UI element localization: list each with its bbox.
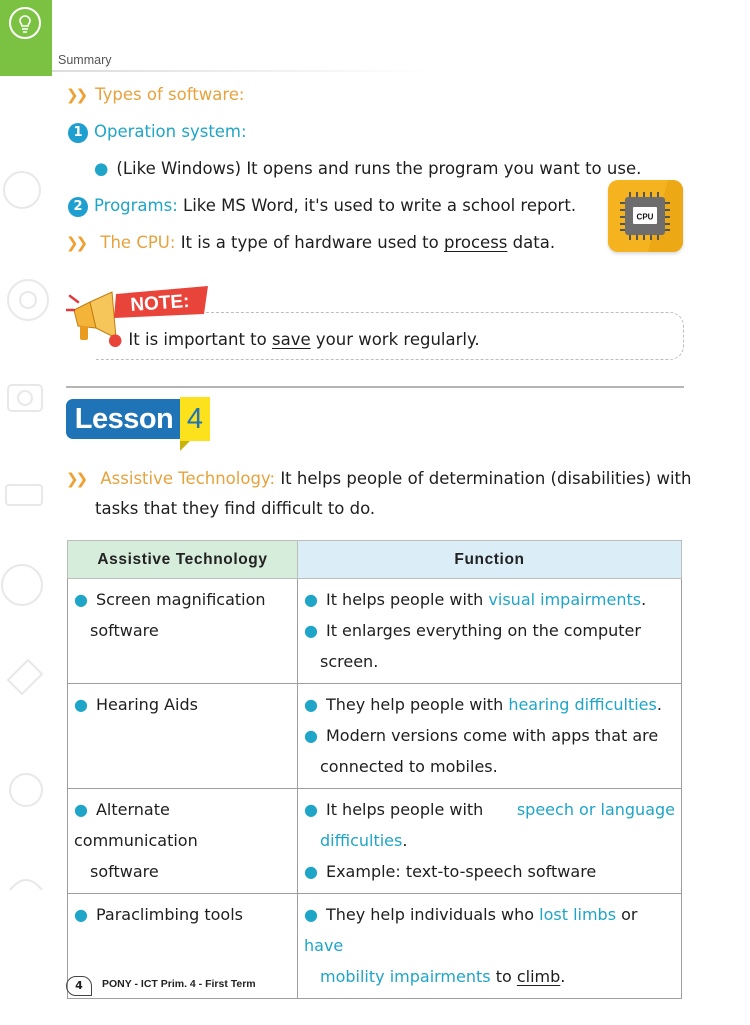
function-text: or xyxy=(621,905,638,924)
section-divider xyxy=(66,386,684,388)
tech-name: software xyxy=(90,862,159,881)
tech-cell xyxy=(68,579,298,684)
item-label: Operation system: xyxy=(94,122,247,141)
tech-name: Screen magnification xyxy=(95,590,266,609)
section-label: Summary xyxy=(58,53,112,67)
bullet-dot: ● xyxy=(304,726,318,745)
tech-name: Paraclimbing tools xyxy=(95,905,243,924)
function-highlight: difficulties xyxy=(320,831,403,850)
function-text: They help people with xyxy=(325,695,504,714)
header-rule xyxy=(52,70,432,72)
double-chevron-icon: ❯❯ xyxy=(66,470,86,488)
cpu-chip-icon xyxy=(608,180,683,252)
function-text: . xyxy=(656,695,662,714)
assistive-text-1: It helps people of determination (disabilities) with xyxy=(280,469,692,488)
function-highlight: have xyxy=(304,936,344,955)
function-text: . xyxy=(560,967,566,986)
assistive-technology-table xyxy=(67,540,682,999)
bullet-dot: ● xyxy=(74,695,88,714)
bullet-text: (Like Windows) It opens and runs the program you want to use. xyxy=(116,159,642,178)
cpu-chip-label: CPU xyxy=(636,212,654,222)
note-title: NOTE: xyxy=(129,290,191,317)
corner-tab xyxy=(0,0,52,76)
assistive-line-1 xyxy=(66,469,691,488)
operation-system-bullet xyxy=(94,159,641,178)
function-highlight: visual impairments xyxy=(488,590,642,609)
function-highlight: hearing difficulties xyxy=(508,695,657,714)
lesson-word: Lesson xyxy=(66,399,182,439)
background-watermark-icons xyxy=(0,140,60,1000)
function-text: screen. xyxy=(320,652,379,671)
function-cell xyxy=(298,579,682,684)
table-header-row xyxy=(68,541,682,579)
function-cell xyxy=(298,684,682,789)
function-text: It helps people with xyxy=(325,800,484,819)
double-chevron-icon: ❯❯ xyxy=(66,234,86,252)
table-row xyxy=(68,579,682,684)
bullet-dot: ● xyxy=(108,330,123,349)
item-programs xyxy=(68,196,576,217)
bullet-dot: ● xyxy=(304,862,318,881)
bullet-dot: ● xyxy=(94,159,109,178)
cpu-row xyxy=(66,233,555,252)
tech-name: Alternate communication xyxy=(74,800,198,850)
tech-name: software xyxy=(90,621,159,640)
lightbulb-icon xyxy=(8,6,42,40)
assistive-line-2: tasks that they find difficult to do. xyxy=(95,499,376,518)
function-text: It enlarges everything on the computer xyxy=(325,621,641,640)
bullet-dot: ● xyxy=(74,590,88,609)
page-number: 4 xyxy=(66,976,92,996)
number-badge: 1 xyxy=(68,123,88,143)
table-row xyxy=(68,684,682,789)
footer-text: PONY - ICT Prim. 4 - First Term xyxy=(102,978,256,990)
bullet-dot: ● xyxy=(304,695,318,714)
tech-cell xyxy=(68,789,298,894)
cpu-text-after: data. xyxy=(512,233,556,252)
column-header: Assistive Technology xyxy=(68,541,298,579)
function-text: Modern versions come with apps that are xyxy=(325,726,659,745)
bullet-dot: ● xyxy=(304,905,318,924)
function-highlight: lost limbs xyxy=(539,905,617,924)
bullet-dot: ● xyxy=(74,800,88,819)
column-header: Function xyxy=(298,541,682,579)
function-text: It helps people with xyxy=(325,590,484,609)
table-row xyxy=(68,789,682,894)
bullet-dot: ● xyxy=(304,621,318,640)
double-chevron-icon: ❯❯ xyxy=(66,86,86,104)
number-badge: 2 xyxy=(68,197,88,217)
function-text: They help individuals who xyxy=(325,905,535,924)
lesson-ribbon-tail xyxy=(180,441,190,451)
function-text: Example: text-to-speech software xyxy=(325,862,597,881)
types-heading: Types of software: xyxy=(95,85,245,104)
function-underlined: climb xyxy=(516,967,561,986)
tech-name: Hearing Aids xyxy=(95,695,198,714)
note-underlined: save xyxy=(272,330,311,349)
item-operation-system xyxy=(68,122,247,143)
note-text-before: It is important to xyxy=(128,330,267,349)
item-text: Like MS Word, it's used to write a school report. xyxy=(183,196,577,215)
bullet-dot: ● xyxy=(74,905,88,924)
bullet-dot: ● xyxy=(304,800,318,819)
note-text xyxy=(108,330,480,349)
item-label: Programs: xyxy=(94,196,178,215)
function-text: . xyxy=(641,590,647,609)
cpu-text-before: It is a type of hardware used to xyxy=(180,233,439,252)
function-highlight: mobility impairments xyxy=(320,967,491,986)
function-text: . xyxy=(402,831,408,850)
cpu-underlined: process xyxy=(444,233,508,252)
function-highlight: speech or language xyxy=(516,800,675,819)
function-text: to xyxy=(495,967,512,986)
lesson-number: 4 xyxy=(180,397,210,441)
note-text-after: your work regularly. xyxy=(315,330,480,349)
assistive-label: Assistive Technology: xyxy=(100,469,276,488)
types-heading-row xyxy=(66,85,244,104)
cpu-label: The CPU: xyxy=(100,233,176,252)
function-cell xyxy=(298,894,682,999)
function-text: connected to mobiles. xyxy=(320,757,498,776)
function-cell xyxy=(298,789,682,894)
tech-cell xyxy=(68,684,298,789)
bullet-dot: ● xyxy=(304,590,318,609)
